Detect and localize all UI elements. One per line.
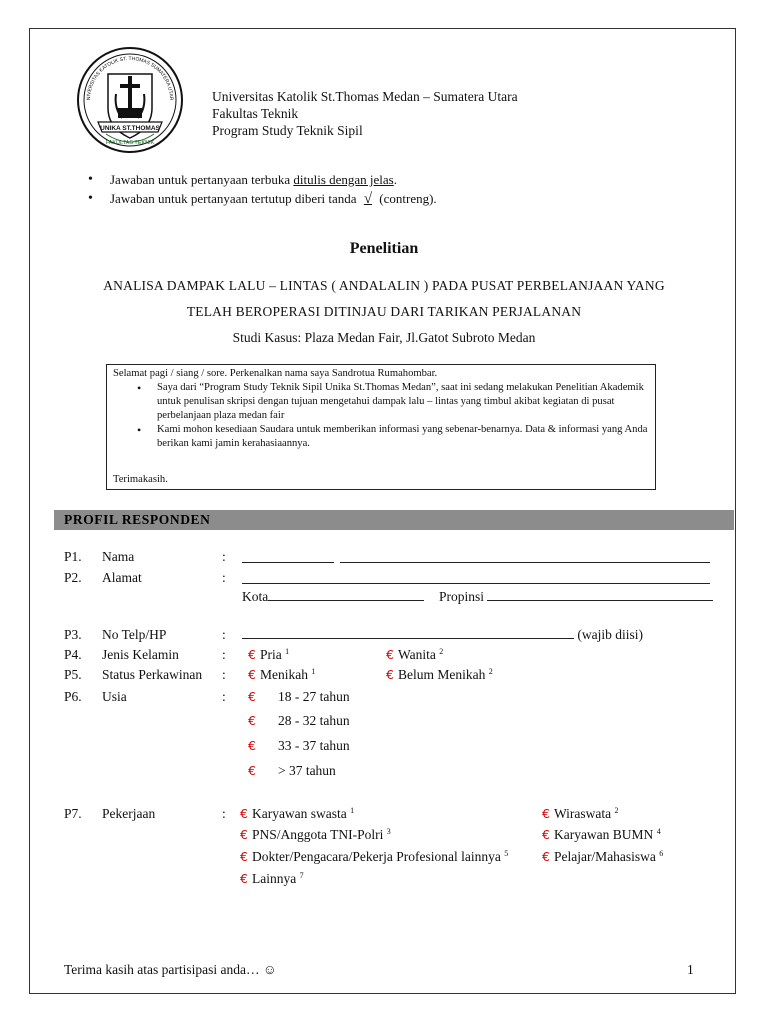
city-province-row — [242, 589, 713, 605]
intro-bullet-2: • Kami mohon kesediaan Saudara untuk memberikan informasi yang sebenar-benarnya. Data & informasi yang Anda berikan kami jamin kerahasiaannya. — [157, 423, 649, 451]
age-option-3[interactable] — [248, 738, 350, 754]
option-code: 2 — [488, 667, 493, 676]
marital-option-single[interactable] — [386, 667, 493, 683]
research-title-line-1: ANALISA DAMPAK LALU – LINTAS ( ANDALALIN ) PADA PUSAT PERBELANJAAN YANG — [103, 278, 665, 293]
colon: : — [222, 689, 226, 704]
colon: : — [222, 549, 226, 564]
instruction-closed-questions — [88, 189, 437, 209]
option-code: 5 — [504, 849, 509, 858]
p6-code: P6. — [64, 689, 82, 704]
option-box-icon: € — [386, 647, 394, 662]
option-box-icon: € — [542, 806, 550, 821]
university-seal-logo — [76, 46, 184, 158]
p4-label: Jenis Kelamin — [102, 647, 179, 662]
colon: : — [222, 806, 226, 821]
option-box-icon: € — [248, 647, 256, 662]
p6-label: Usia — [102, 689, 127, 704]
section-title: PROFIL RESPONDEN — [64, 512, 211, 527]
option-label: Karyawan BUMN — [553, 827, 654, 842]
p2-label: Alamat — [102, 570, 142, 585]
option-code: 1 — [311, 667, 316, 676]
phone-row — [242, 627, 643, 643]
option-label: Wiraswata — [553, 806, 612, 821]
seal-bottom-text: FAKULTAS TEKNIK — [105, 140, 155, 146]
option-code: 6 — [659, 849, 664, 858]
gender-option-female[interactable] — [386, 647, 443, 663]
job-option-private-employee[interactable] — [240, 806, 354, 822]
option-label: 28 - 32 tahun — [277, 713, 350, 728]
job-option-student[interactable] — [542, 849, 663, 865]
job-option-professional[interactable] — [240, 849, 508, 865]
research-heading: Penelitian — [349, 240, 419, 257]
option-code: 1 — [285, 647, 290, 656]
option-box-icon: € — [248, 763, 256, 778]
intro-greeting: Selamat pagi / siang / sore. Perkenalkan nama saya Sandrotua Rumahombar. — [113, 368, 438, 379]
p7-label: Pekerjaan — [102, 806, 156, 821]
option-label: Wanita — [397, 647, 436, 662]
research-title-line-2: TELAH BEROPERASI DITINJAU DARI TARIKAN PERJALANAN — [186, 304, 582, 319]
option-label: Karyawan swasta — [251, 806, 347, 821]
intro-bullet-1: • Saya dari “Program Study Teknik Sipil Unika St.Thomas Medan”, saat ini sedang melakukan Penelitian Akademik untuk penulisan skripsi dengan tujuan mengetahui dampak lalu – lintas yang timbul akibat kegiatan di pusat perbelanjaan plaza medan fair — [157, 381, 649, 423]
colon: : — [222, 570, 226, 585]
p3-code: P3. — [64, 627, 82, 642]
option-box-icon: € — [240, 827, 248, 842]
option-box-icon: € — [248, 738, 256, 753]
instructions — [88, 170, 437, 209]
instruction-open-questions — [88, 170, 437, 189]
section-header-bar — [54, 510, 734, 530]
instruction-text: Jawaban untuk pertanyaan terbuka — [110, 172, 294, 187]
option-label: 33 - 37 tahun — [277, 738, 350, 753]
marital-option-married[interactable] — [248, 667, 315, 683]
p1-label: Nama — [102, 549, 135, 564]
p3-label: No Telp/HP — [102, 627, 167, 642]
option-box-icon: € — [386, 667, 394, 682]
name-field[interactable] — [242, 550, 710, 568]
option-label: 18 - 27 tahun — [277, 689, 350, 704]
p4-code: P4. — [64, 647, 82, 662]
option-code: 2 — [614, 806, 619, 815]
option-box-icon: € — [542, 849, 550, 864]
colon: : — [222, 627, 226, 642]
colon: : — [222, 667, 226, 682]
instruction-underlined: ditulis dengan jelas — [293, 172, 394, 187]
option-label: Lainnya — [251, 871, 297, 886]
p7-code: P7. — [64, 806, 82, 821]
option-box-icon: € — [240, 806, 248, 821]
province-field[interactable] — [487, 589, 713, 601]
option-label: > 37 tahun — [277, 763, 336, 778]
option-label: PNS/Anggota TNI-Polri — [251, 827, 384, 842]
option-label: Belum Menikah — [397, 667, 486, 682]
option-box-icon: € — [542, 827, 550, 842]
university-name: Universitas Katolik St.Thomas Medan – Sumatera Utara — [212, 89, 518, 104]
p5-code: P5. — [64, 667, 82, 682]
p2-code: P2. — [64, 570, 82, 585]
instruction-suffix: (contreng). — [379, 191, 437, 206]
program-name: Program Study Teknik Sipil — [212, 123, 363, 138]
option-code: 3 — [386, 827, 391, 836]
option-code: 4 — [656, 827, 661, 836]
option-label: Menikah — [259, 667, 308, 682]
seal-banner-text: UNIKA ST.THOMAS — [100, 125, 160, 132]
job-option-bumn-employee[interactable] — [542, 827, 661, 843]
check-mark-icon: √ — [363, 191, 373, 207]
option-code: 1 — [350, 806, 355, 815]
option-label: Pria — [259, 647, 282, 662]
colon: : — [222, 647, 226, 662]
university-header — [212, 88, 518, 139]
age-option-4[interactable] — [248, 763, 336, 779]
option-box-icon: € — [248, 667, 256, 682]
address-field[interactable] — [242, 571, 710, 589]
option-box-icon: € — [240, 871, 248, 886]
age-option-1[interactable] — [248, 689, 350, 705]
option-code: 7 — [299, 871, 304, 880]
city-field[interactable] — [268, 589, 424, 601]
intro-thanks: Terimakasih. — [113, 474, 168, 485]
p1-code: P1. — [64, 549, 82, 564]
page-number: 1 — [687, 962, 694, 977]
intro-list — [113, 381, 649, 451]
instruction-text: Jawaban untuk pertanyaan tertutup diberi tanda — [110, 191, 357, 206]
option-box-icon: € — [240, 849, 248, 864]
p5-label: Status Perkawinan — [102, 667, 203, 682]
option-box-icon: € — [248, 689, 256, 704]
option-box-icon: € — [248, 713, 256, 728]
province-label: Propinsi — [439, 589, 485, 604]
gender-option-male[interactable] — [248, 647, 289, 663]
phone-required-note: (wajib diisi) — [577, 627, 643, 642]
age-option-2[interactable] — [248, 713, 350, 729]
seal-top-text: NIVERSITAS KATOLIK ST. THOMAS SUMATERA UTAR — [85, 55, 175, 101]
job-option-other[interactable] — [240, 871, 304, 887]
intro-box — [106, 364, 656, 490]
city-label: Kota — [242, 589, 269, 604]
option-label: Dokter/Pengacara/Pekerja Profesional lainnya — [251, 849, 501, 864]
job-option-civil-servant[interactable] — [240, 827, 391, 843]
instruction-suffix: . — [393, 172, 397, 187]
phone-field[interactable] — [242, 627, 574, 639]
footer-thanks: Terima kasih atas partisipasi anda… ☺ — [64, 962, 277, 977]
option-code: 2 — [439, 647, 444, 656]
faculty-name: Fakultas Teknik — [212, 106, 299, 121]
option-label: Pelajar/Mahasiswa — [553, 849, 656, 864]
job-option-entrepreneur[interactable] — [542, 806, 619, 822]
case-study: Studi Kasus: Plaza Medan Fair, Jl.Gatot Subroto Medan — [232, 330, 536, 345]
